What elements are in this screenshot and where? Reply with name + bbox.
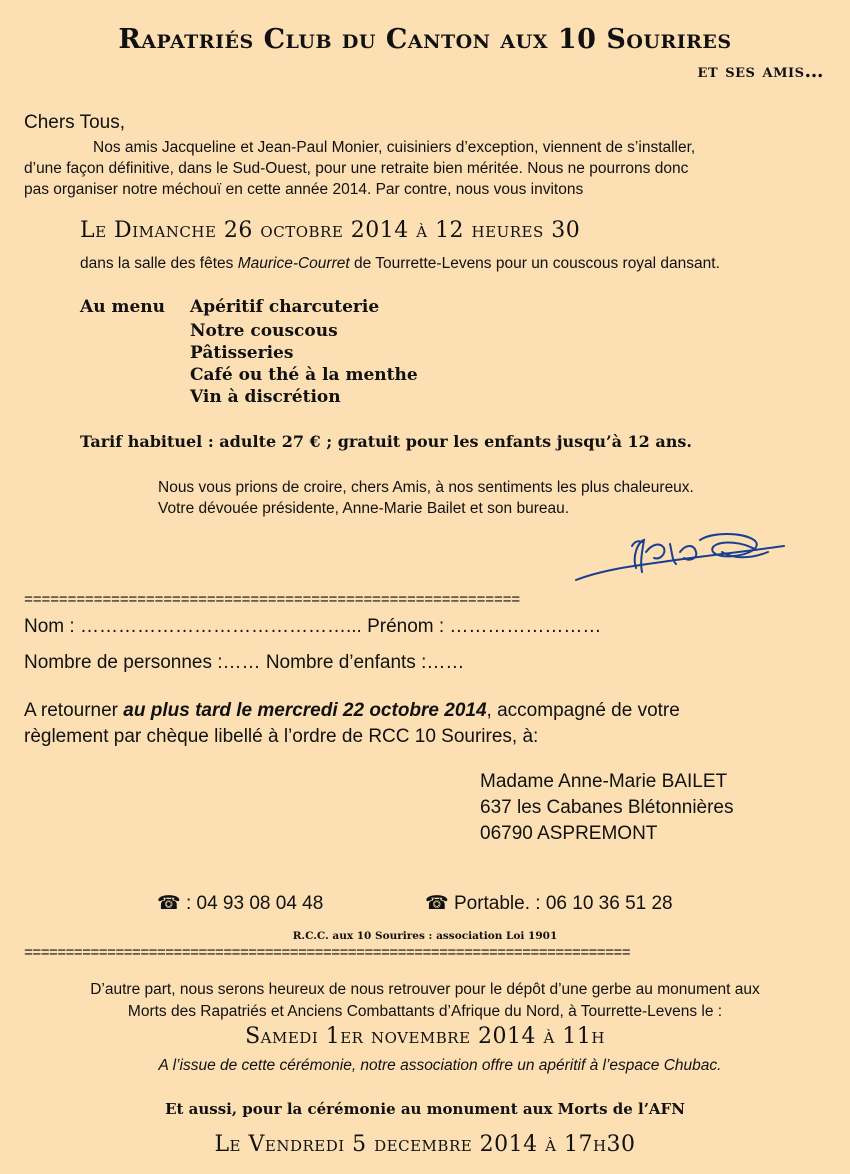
second-event-date: Samedi 1er novembre 2014 à 11h [245,1024,605,1049]
venue-prefix: dans la salle des fêtes [80,255,238,272]
address-city: 06790 ASPREMONT [480,823,658,844]
intro-line-1: Nos amis Jacqueline et Jean-Paul Monier, cuisiniers d’exception, viennent de s’installer, [93,139,696,156]
closing-line-2: Votre dévouée présidente, Anne-Marie Bailet et son bureau. [158,500,570,517]
venue-name: Maurice-Courret [237,255,350,272]
address-name: Madame Anne-Marie BAILET [480,771,728,792]
phone-icon: ☎ [157,893,181,914]
second-event-line-1: D’autre part, nous serons heureux de nous retrouver pour le dépôt d’une gerbe au monument aux [90,981,760,998]
signature-image [572,522,792,586]
venue-suffix: de Tourrette-Levens pour un couscous royal dansant. [349,255,720,272]
return-line-2: règlement par chèque libellé à l’ordre de RCC 10 Sourires, à: [24,726,539,747]
tarif: Tarif habituel : adulte 27 € ; gratuit pour les enfants jusqu’à 12 ans. [80,432,692,451]
mobile-number: Portable. : 06 10 36 51 28 [448,893,673,914]
count-line: Nombre de personnes :…… Nombre d’enfants :…… [24,652,465,673]
third-event-date: Le Vendredi 5 decembre 2014 à 17h30 [214,1132,636,1157]
venue-line [80,253,720,274]
return-prefix: A retourner [24,700,124,721]
menu-item: Vin à discrétion [190,387,341,407]
return-deadline: au plus tard le mercredi 22 octobre 2014 [123,700,487,721]
name-line: Nom : ……………………………………... Prénom : …………………… [24,616,602,637]
address-street: 637 les Cabanes Blétonnières [480,797,734,818]
mobile-icon: ☎ [425,893,449,914]
intro-line-2: d’une façon définitive, dans le Sud-Ouest, pour une retraite bien méritée. Nous ne pourrons donc [24,160,689,177]
mobile-line [425,892,673,915]
return-suffix: , accompagné de votre [486,700,680,721]
menu-label: Au menu [80,297,165,317]
menu-item: Apéritif charcuterie [190,297,380,317]
menu-item: Notre couscous [190,321,338,341]
separator-line: ========================================================================= [24,945,631,962]
phone-line [157,892,323,915]
greeting: Chers Tous, [24,112,126,133]
separator-line: ========================================================= [24,592,520,609]
menu-item: Café ou thé à la menthe [190,365,418,385]
return-line-1 [24,700,680,722]
page-subtitle: et ses amis… [697,60,824,82]
association-note: R.C.C. aux 10 Sourires : association Loi 1901 [292,930,558,942]
closing-line-1: Nous vous prions de croire, chers Amis, à nos sentiments les plus chaleureux. [158,479,694,496]
third-event-line: Et aussi, pour la cérémonie au monument aux Morts de l’AFN [165,1100,685,1118]
event-date: Le Dimanche 26 octobre 2014 à 12 heures 30 [80,218,581,243]
intro-line-3: pas organiser notre méchouï en cette année 2014. Par contre, nous vous invitons [24,181,584,198]
second-event-line-2: Morts des Rapatriés et Anciens Combattants d’Afrique du Nord, à Tourrette-Levens le : [127,1003,723,1020]
page-title: Rapatriés Club du Canton aux 10 Sourires [118,24,732,55]
second-event-note: A l’issue de cette cérémonie, notre association offre un apéritif à l’espace Chubac. [158,1057,722,1074]
menu-item: Pâtisseries [190,343,294,363]
phone-number: : 04 93 08 04 48 [180,893,324,914]
